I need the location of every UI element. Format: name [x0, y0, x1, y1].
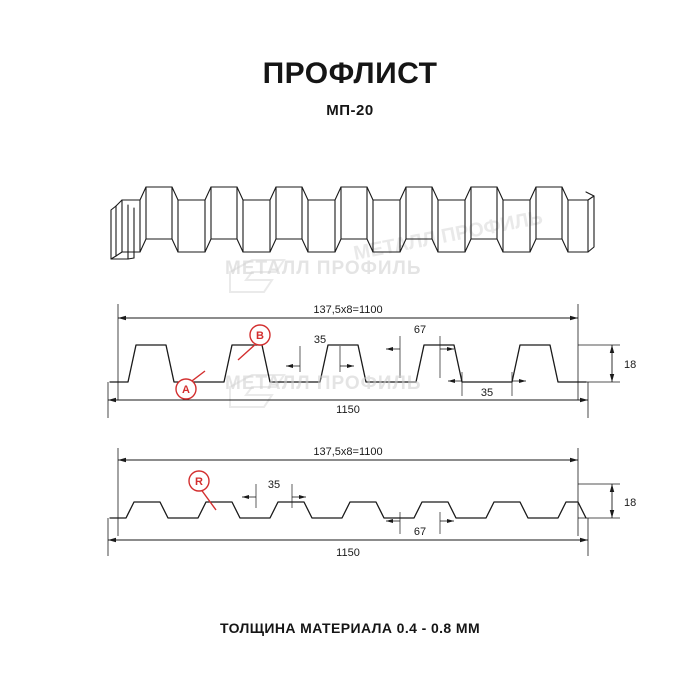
top-height-label: 18: [624, 359, 637, 371]
bottom-flat-dimension-67: [386, 512, 454, 538]
top-total-width-dimension: [108, 400, 588, 416]
bottom-working-width-label: 137,5x8=1100: [313, 446, 383, 458]
top-rib-dimension-35-lower: [448, 372, 526, 399]
bottom-flat-67-label: 67: [413, 526, 427, 538]
watermark-text-2: МЕТАЛЛ ПРОФИЛЬ: [225, 373, 422, 394]
bottom-profile-outline: [110, 502, 586, 518]
marker-r-label: R: [195, 476, 203, 488]
material-thickness-note: ТОЛЩИНА МАТЕРИАЛА 0.4 - 0.8 ММ: [219, 620, 481, 636]
marker-b: [238, 325, 270, 360]
bottom-height-dimension: [612, 484, 636, 518]
watermark-text-1: МЕТАЛЛ ПРОФИЛЬ: [225, 258, 422, 279]
marker-b-label: B: [256, 330, 264, 342]
top-working-width-dimension: [118, 304, 578, 318]
watermark-logo-2: [230, 375, 284, 407]
watermark-logo-3: [352, 207, 545, 265]
bottom-total-width-dimension: [108, 540, 588, 559]
bottom-rib-35-label: 35: [267, 479, 281, 491]
top-rib-35-upper-label: 35: [313, 334, 327, 346]
page-title: ПРОФЛИСТ: [262, 57, 438, 90]
top-profile-extension-lines: [108, 304, 620, 418]
top-working-width-label: 137,5x8=1100: [313, 304, 383, 316]
svg-text:МЕТАЛЛ ПРОФИЛЬ: МЕТАЛЛ ПРОФИЛЬ: [351, 206, 545, 265]
top-flat-dimension-67: [386, 324, 454, 378]
marker-a-label: A: [182, 384, 190, 396]
top-height-dimension: [612, 345, 636, 382]
bottom-rib-dimension-35: [242, 479, 306, 508]
top-profile-outline: [110, 345, 586, 382]
top-flat-67-label: 67: [413, 324, 427, 336]
watermark-logo-1: [230, 260, 284, 292]
top-total-width-label: 1150: [336, 404, 360, 416]
marker-a: [176, 371, 205, 399]
top-rib-dimension-35-upper: [286, 334, 354, 372]
marker-r: [189, 471, 216, 510]
bottom-height-label: 18: [624, 497, 637, 509]
bottom-total-width-label: 1150: [336, 547, 360, 559]
product-model: МП-20: [326, 101, 374, 119]
bottom-working-width-dimension: [118, 446, 578, 460]
top-rib-35-lower-label: 35: [480, 387, 494, 399]
